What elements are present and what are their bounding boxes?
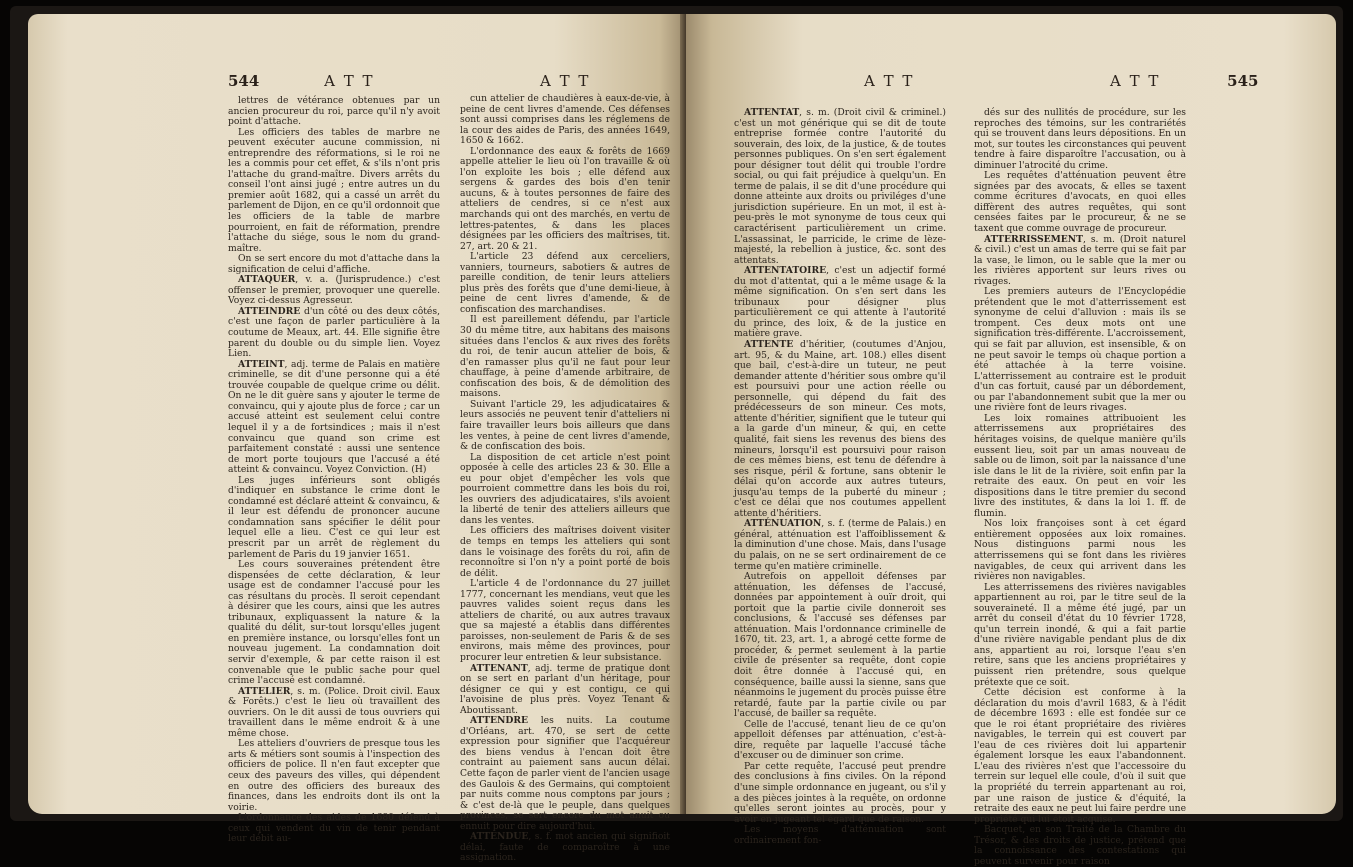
paragraph <box>460 147 670 252</box>
paragraph <box>974 171 1186 234</box>
paragraph <box>228 307 440 360</box>
paragraph-text: Autrefois on appelloit défenses par atténuation, les défenses de l'accusé, données par appointement à ouïr droit, qui portoit que la partie civile donneroit ses conclusions, & l'accusé ses défenses par atténuation. Mais l'ordonnance criminelle de 1670, tit. 23, art. 1, a abrogé cette forme de procéder, & permet seulement à la partie civile de présenter sa requête, dont copie doit être donnée à l'accusé qui, en conséquence, baille aussi la sienne, sans que néanmoins le jugement du procès puisse être retardé, faute par la partie civile ou par l'accusé, de bailler sa requête. <box>734 571 946 720</box>
entry-headword: ATTERRISSEMENT <box>984 233 1084 245</box>
paragraph <box>734 762 946 825</box>
paragraph <box>460 400 670 453</box>
paragraph <box>974 414 1186 519</box>
paragraph-text: d'un côté ou des deux côtés, c'est une façon de parler particulière à la coutume de Meaux, art. 44. Elle signifie être parent du double ou du simple lien. Voyez Lien. <box>228 305 440 360</box>
paragraph <box>460 832 670 864</box>
running-head: A T T <box>1110 72 1161 90</box>
running-head: A T T <box>324 72 375 90</box>
paragraph-text: Les moyens d'atténuation sont ordinairement fon- <box>734 824 946 846</box>
paragraph <box>460 664 670 717</box>
running-head-left: A T T <box>864 72 915 90</box>
paragraph <box>228 813 440 845</box>
paragraph-text: L'ordonnance des eaux & forêts de 1669 appelle attelier le lieu où l'on travaille & où l'on exploite les bois ; elle défend aux sergens & gardes des bois d'en tenir aucuns, & à toutes personnes de faire des atteliers de cendres, si ce n'est aux marchands qui ont des marchés, en vertu de lettres-patentes, & dans les places désignées par les officiers des maîtrises, tit. 27, art. 20 & 21. <box>460 145 670 252</box>
paragraph-text: L'article 4 de l'ordonnance du 27 juillet 1777, concernant les mendians, veut que les pauvres valides soient reçus dans les atteliers de charité, ou aux autres travaux que sa majesté a établis dans différentes paroisses, non-seulement de Paris & de ses environs, mais même des provinces, pour procurer leur entretien & leur subsistance. <box>460 578 670 663</box>
paragraph-text: Suivant l'article 29, les adjudicataires & leurs associés ne peuvent tenir d'atteliers ni faire travailler leurs bois ailleurs que dans les ventes, à peine de cent livres d'amende, & de confiscation des bois. <box>460 398 670 453</box>
left-page-header <box>228 72 374 90</box>
right-page <box>686 14 1336 867</box>
paragraph-text: Cette décision est conforme à la déclaration du mois d'avril 1683, & à l'édit de décembre 1693 : elle est fondée sur ce que le roi étant propriétaire des rivières navigables, le terrein qui est couvert par l'eau de ces rivières doit lui appartenir également lorsque les eaux l'abandonnent. L'eau des rivières n'est que l'accessoire du terrein sur lequel elle coule, d'où il suit que la propriété du terrein appartenant au roi, par une raison de justice & d'équité, la retraite des eaux ne peut lui faire perdre une propriété qui lui étoit acquise. <box>974 687 1186 825</box>
paragraph <box>974 519 1186 582</box>
paragraph-text: L'article 23 défend aux cerceliers, vanniers, tourneurs, sabotiers & autres de pareille condition, de tenir leurs atteliers plus près des forêts que d'une demi-lieue, à peine de cent livres d'amende, & de confiscation des marchandises. <box>460 251 670 315</box>
entry-headword: ATTENANT <box>470 662 528 674</box>
paragraph <box>734 108 946 266</box>
paragraph <box>974 688 1186 825</box>
entry-headword: ATTENTATOIRE <box>744 265 827 277</box>
entry-headword: ATTAQUER <box>238 274 296 286</box>
paragraph <box>974 583 1186 688</box>
book-spread <box>10 6 1343 867</box>
paragraph <box>734 519 946 572</box>
entry-headword: ATTELIER <box>238 685 291 697</box>
paragraph <box>974 235 1186 288</box>
paragraph-text: , c'est un adjectif formé du mot d'attentat, qui a le même usage & la même signification. On s'en sert dans les tribunaux pour désigner plus particulièrement ce qui attente à l'autorité du prince, des loix, & de la justice en matière grave. <box>734 265 946 340</box>
paragraph-text: Bacquet, en son Traité de la Chambre du Trésor, & des droits de justice, prétend que la connoissance des contestations qui peuvent survenir pour raison <box>974 824 1186 867</box>
paragraph <box>228 687 440 740</box>
text-column-2 <box>460 94 670 864</box>
paragraph <box>460 315 670 399</box>
paragraph-text: , s. m. (Droit civil & criminel.) c'est un mot générique qui se dit de toute entreprise formée contre l'autorité du souverain, des loix, de la justice, & de toutes personnes publiques. On s'en sert également pour désigner tout délit qui trouble l'ordre social, ou qui fait préjudice à quelqu'un. En terme de palais, il se dit d'une procédure qui donne atteinte aux droits ou priviléges d'une jurisdiction supérieure. En un mot, il est à-peu-près le mot synonyme de tous ceux qui caractérisent particulièrement un crime. L'assassinat, le parricide, le crime de lèze-majesté, la rebellion à justice, &c. sont des attentats. <box>734 107 946 266</box>
text-column-1 <box>228 96 440 845</box>
entry-headword: ATTÉNUATION <box>744 518 822 530</box>
paragraph <box>460 716 670 832</box>
paragraph-text: , s. m. (Police. Droit civil. Eaux & Forêts.) c'est le lieu où travaillent des ouvriers. On le dit aussi de tous ouvriers qui travaillent dans le même endroit & à une même chose. <box>228 685 440 739</box>
paragraph <box>734 825 946 846</box>
paragraph-text: Les requêtes d'atténuation peuvent être signées par des avocats, & elles se taxent comme écritures d'avocats, en quoi elles diffèrent des autres requêtes, qui sont censées faites par le procureur, & ne se taxent que comme ouvrage de procureur. <box>974 170 1186 235</box>
paragraph <box>734 572 946 720</box>
paragraph <box>974 287 1186 414</box>
paragraph-text: , s. f. (terme de Palais.) en général, atténuation est l'affoiblissement & la diminution d'une chose. Mais, dans l'usage du palais, on ne se sert ordinairement de ce terme qu'en matière criminelle. <box>734 518 947 572</box>
paragraph <box>228 739 440 813</box>
paragraph <box>734 720 946 762</box>
paragraph <box>228 560 440 687</box>
paragraph-text: Les officiers des maîtrises doivent visiter de temps en temps les atteliers qui sont dans le voisinage des forêts du roi, afin de reconnoître si l'on n'y a point porté de bois de délit. <box>460 525 670 579</box>
paragraph-text: Nos loix françoises sont à cet égard entièrement opposées aux loix romaines. Nous distinguons parmi nous les atterrissemens qui se font dans les rivières navigables, de ceux qui arrivent dans les rivières non navigables. <box>974 518 1186 583</box>
text-column-2 <box>974 108 1186 867</box>
paragraph-text: Celle de l'accusé, tenant lieu de ce qu'on appelloit défenses par atténuation, c'est-à-dire, requête par laquelle l'accusé tâche d'excuser ou de diminuer son crime. <box>734 718 946 762</box>
paragraph <box>228 275 440 307</box>
paragraph <box>460 453 670 527</box>
paragraph-text: Les juges inférieurs sont obligés d'indiquer en substance le crime dont le condamné est déclaré atteint & convaincu, & il leur est défendu de prononcer aucune condamnation sans spécifier le délit pour lequel elle a lieu. C'est ce qui leur est prescrit par un arrêt de règlement du parlement de Paris du 19 janvier 1651. <box>228 474 440 560</box>
paragraph <box>974 825 1186 867</box>
right-page-header <box>1110 72 1258 90</box>
entry-headword: ATTENTAT <box>744 107 800 118</box>
paragraph <box>974 108 1186 171</box>
paragraph-text: Les premiers auteurs de l'Encyclopédie prétendent que le mot d'atterrissement est synonyme de celui d'alluvion : mais ils se trompent. Ces deux mots ont une signification très-différente. L'accroissement, qui se fait par alluvion, est insensible, & on ne peut savoir le temps où chaque portion a été attachée à la terre voisine. L'atterrissement au contraire est le produit d'un cas fortuit, causé par un débordement, ou par l'abandonnement subit que la mer ou une rivière font de leurs rivages. <box>974 286 1186 414</box>
paragraph-text: lettres de vétérance obtenues par un ancien procureur du roi, parce qu'il n'y avoit point d'attache. <box>228 95 440 128</box>
paragraph-text: dés sur des nullités de procédure, sur les reproches des témoins, sur les contrariétés qui se trouvent dans leurs dépositions. En un mot, sur toutes les circonstances qui peuvent tendre à faire disparoître l'accusation, ou à diminuer l'atrocité du crime. <box>974 107 1186 171</box>
paragraph-text: Les atteliers d'ouvriers de presque tous les arts & métiers sont soumis à l'inspection des officiers de police. Il n'en faut excepter que ceux des paveurs des villes, qui dépendent en outre des officiers des bureaux des finances, dans les endroits dont ils ont la voirie. <box>228 738 440 813</box>
page-number: 544 <box>228 72 260 90</box>
paragraph <box>734 266 946 340</box>
paragraph-text: Les cours souveraines prétendent être dispensées de cette déclaration, & leur usage est de condamner l'accusé pour les cas résultans du procès. Il seroit cependant à désirer que les cours, ainsi que les autres tribunaux, expliquassent la nature & la qualité du délit, sur-tout lorsqu'elles jugent en première instance, ou lorsqu'elles font un nouveau jugement. La condamnation doit servir d'exemple, & par cette raison il est convenable que le public sache pour quel crime l'accusé est condamné. <box>228 559 440 687</box>
paragraph <box>734 340 946 519</box>
paragraph <box>228 360 440 476</box>
text-column-1 <box>734 108 946 846</box>
paragraph <box>228 476 440 560</box>
paragraph <box>228 96 440 128</box>
paragraph-text: Les atterrissemens des rivières navigables appartiennent au roi, par le titre seul de la souveraineté. Il a même été jugé, par un arrêt du conseil d'état du 10 février 1728, qu'un terrein inondé, & qui a fait partie d'une rivière navigable pendant plus de dix ans, appartient au roi, lorsque l'eau s'en retire, sans que les anciens propriétaires y puissent rien prétendre, sous quelque prétexte que ce soit. <box>974 581 1186 688</box>
paragraph-text: On se sert encore du mot d'attache dans la signification de celui d'affiche. <box>228 253 440 275</box>
entry-headword: ATTENTE <box>744 339 794 351</box>
paragraph <box>460 252 670 315</box>
paragraph-text: Les officiers des tables de marbre ne peuvent exécuter aucune commission, ni entreprendre des réformations, si le roi ne les a commis pour cet effet, & s'ils n'ont pris l'attache du grand-maître. Divers arrêts du conseil l'ont ainsi jugé ; entre autres un du premier août 1682, qui a cassé un arrêt du parlement de Dijon, en ce qu'il ordonnoit que les officiers de la table de marbre pourroient, en fait de réformation, prendre l'attache du siége, sous le nom du grand-maître. <box>228 126 440 254</box>
paragraph <box>228 128 440 255</box>
paragraph-text: , s. m. (Droit naturel & civil.) c'est un amas de terre qui se fait par la vase, le limon, ou le sable que la mer ou les rivières apportent sur leurs rives ou rivages. <box>974 233 1186 287</box>
paragraph-text: les nuits. La coutume d'Orléans, art. 470, se sert de cette expression pour signifier que l'acquéreur des biens vendus à l'encan doit être contraint au paiement sans aucun délai. Cette façon de parler vient de l'ancien usage des Gaulois & des Germains, qui comptoient par nuits comme nous comptons par jours ; & c'est de-là que le peuple, dans quelques provinces, se sert encore du mot anuit ou ennuit pour dire aujourd'hui. <box>460 715 670 832</box>
paragraph-text: , adj. terme de pratique dont on se sert en parlant d'un héritage, pour désigner ce qui y est contigu, ce qui l'avoisine de plus près. Voyez Tenant & Aboutissant. <box>460 662 670 716</box>
paragraph-text: , s. f. mot ancien qui signifioit délai, faute de comparoître à une assignation. <box>460 831 670 864</box>
left-page <box>28 14 686 864</box>
paragraph <box>228 254 440 275</box>
page-number: 545 <box>1227 72 1259 90</box>
running-head-right: A T T <box>540 72 591 90</box>
paragraph <box>460 579 670 663</box>
paragraph-text: , adj. terme de Palais en matière criminelle, se dit d'une personne qui a été trouvée coupable de quelque crime ou délit. On ne le dit guère sans y ajouter le terme de convaincu, qui y ajoute plus de force ; car un accusé atteint est seulement celui contre lequel il y a de fortsindices ; mais il n'est convaincu que quand son crime est parfaitement constaté : aussi une sentence de mort porte toujours que l'accusé a été atteint & convaincu. Voyez Conviction. (H) <box>228 358 440 476</box>
entry-headword: ATTEINDRE <box>238 305 301 317</box>
paragraph-text: L'ordonnance des aides de 1680 défend à ceux qui vendent du vin de tenir pendant leur débit au- <box>228 812 440 845</box>
paragraph-text: La disposition de cet article n'est point opposée à celle des articles 23 & 30. Elle a eu pour objet d'empêcher les vols que pourroient commettre dans les bois du roi, les ouvriers des adjudicataires, s'ils avoient la liberté de tenir des atteliers ailleurs que dans les ventes. <box>460 451 670 526</box>
paragraph <box>460 526 670 579</box>
paragraph-text: Par cette requête, l'accusé peut prendre des conclusions à fins civiles. On la répond d'une simple ordonnance en jugeant, ou s'il y a des pièces jointes à la requête, on ordonne qu'elles seront jointes au procès, pour y avoir en jugeant tel égard que de raison. <box>734 760 946 825</box>
paragraph-text: d'héritier, (coutumes d'Anjou, art. 95, & du Maine, art. 108.) elles disent que bail, c'est-à-dire un tuteur, ne peut demander attente d'héritier sous ombre qu'il est poursuivi pour une action réelle ou personnelle, qui dépend du fait des prédécesseurs de son mineur. Ces mots, attente d'héritier, signifient que le tuteur qui a la garde d'un mineur, & qui, en cette qualité, fait siens les revenus des biens des mineurs, lorsqu'il est poursuivi pour raison de ces mêmes biens, est tenu de défendre à ses risque, péril & fortune, sans obtenir le délai qu'on accorde aux autres tuteurs, jusqu'au temps de la puberté du mineur ; c'est ce délai que nos coutumes appellent attente d'héritiers. <box>734 339 946 519</box>
entry-headword: ATTENDRE <box>470 715 528 727</box>
entry-headword: ATTEINT <box>238 358 285 370</box>
paragraph-text: Il est pareillement défendu, par l'article 30 du même titre, aux habitans des maisons situées dans l'enclos & aux rives des forêts du roi, de tenir aucun attelier de bois, & d'en ramasser plus qu'il ne faut pour leur chauffage, à peine d'amende arbitraire, de confiscation des bois, & de démolition des maisons. <box>460 314 670 400</box>
entry-headword: ATTENDUE <box>470 831 529 843</box>
paragraph <box>460 94 670 147</box>
paragraph-text: cun attelier de chaudières à eaux-de-vie, à peine de cent livres d'amende. Ces défenses sont aussi comprises dans les réglemens de la cour des aides de Paris, des années 1649, 1650 & 1662. <box>460 93 670 147</box>
paragraph-text: Les loix romaines attribuoient les atterrissemens aux propriétaires des héritages voisins, de quelque manière qu'ils eussent lieu, soit par un amas nouveau de sable ou de limon, soit par la naissance d'une isle dans le lit de la rivière, soit enfin par la retraite des eaux. On peut en voir les dispositions dans le titre premier du second livre des institutes, & dans la loi 1. ff. de flumin. <box>974 412 1186 519</box>
paragraph-text: , v. a. (Jurisprudence.) c'est offenser le premier, provoquer une querelle. Voyez ci-dessus Agresseur. <box>228 274 440 307</box>
